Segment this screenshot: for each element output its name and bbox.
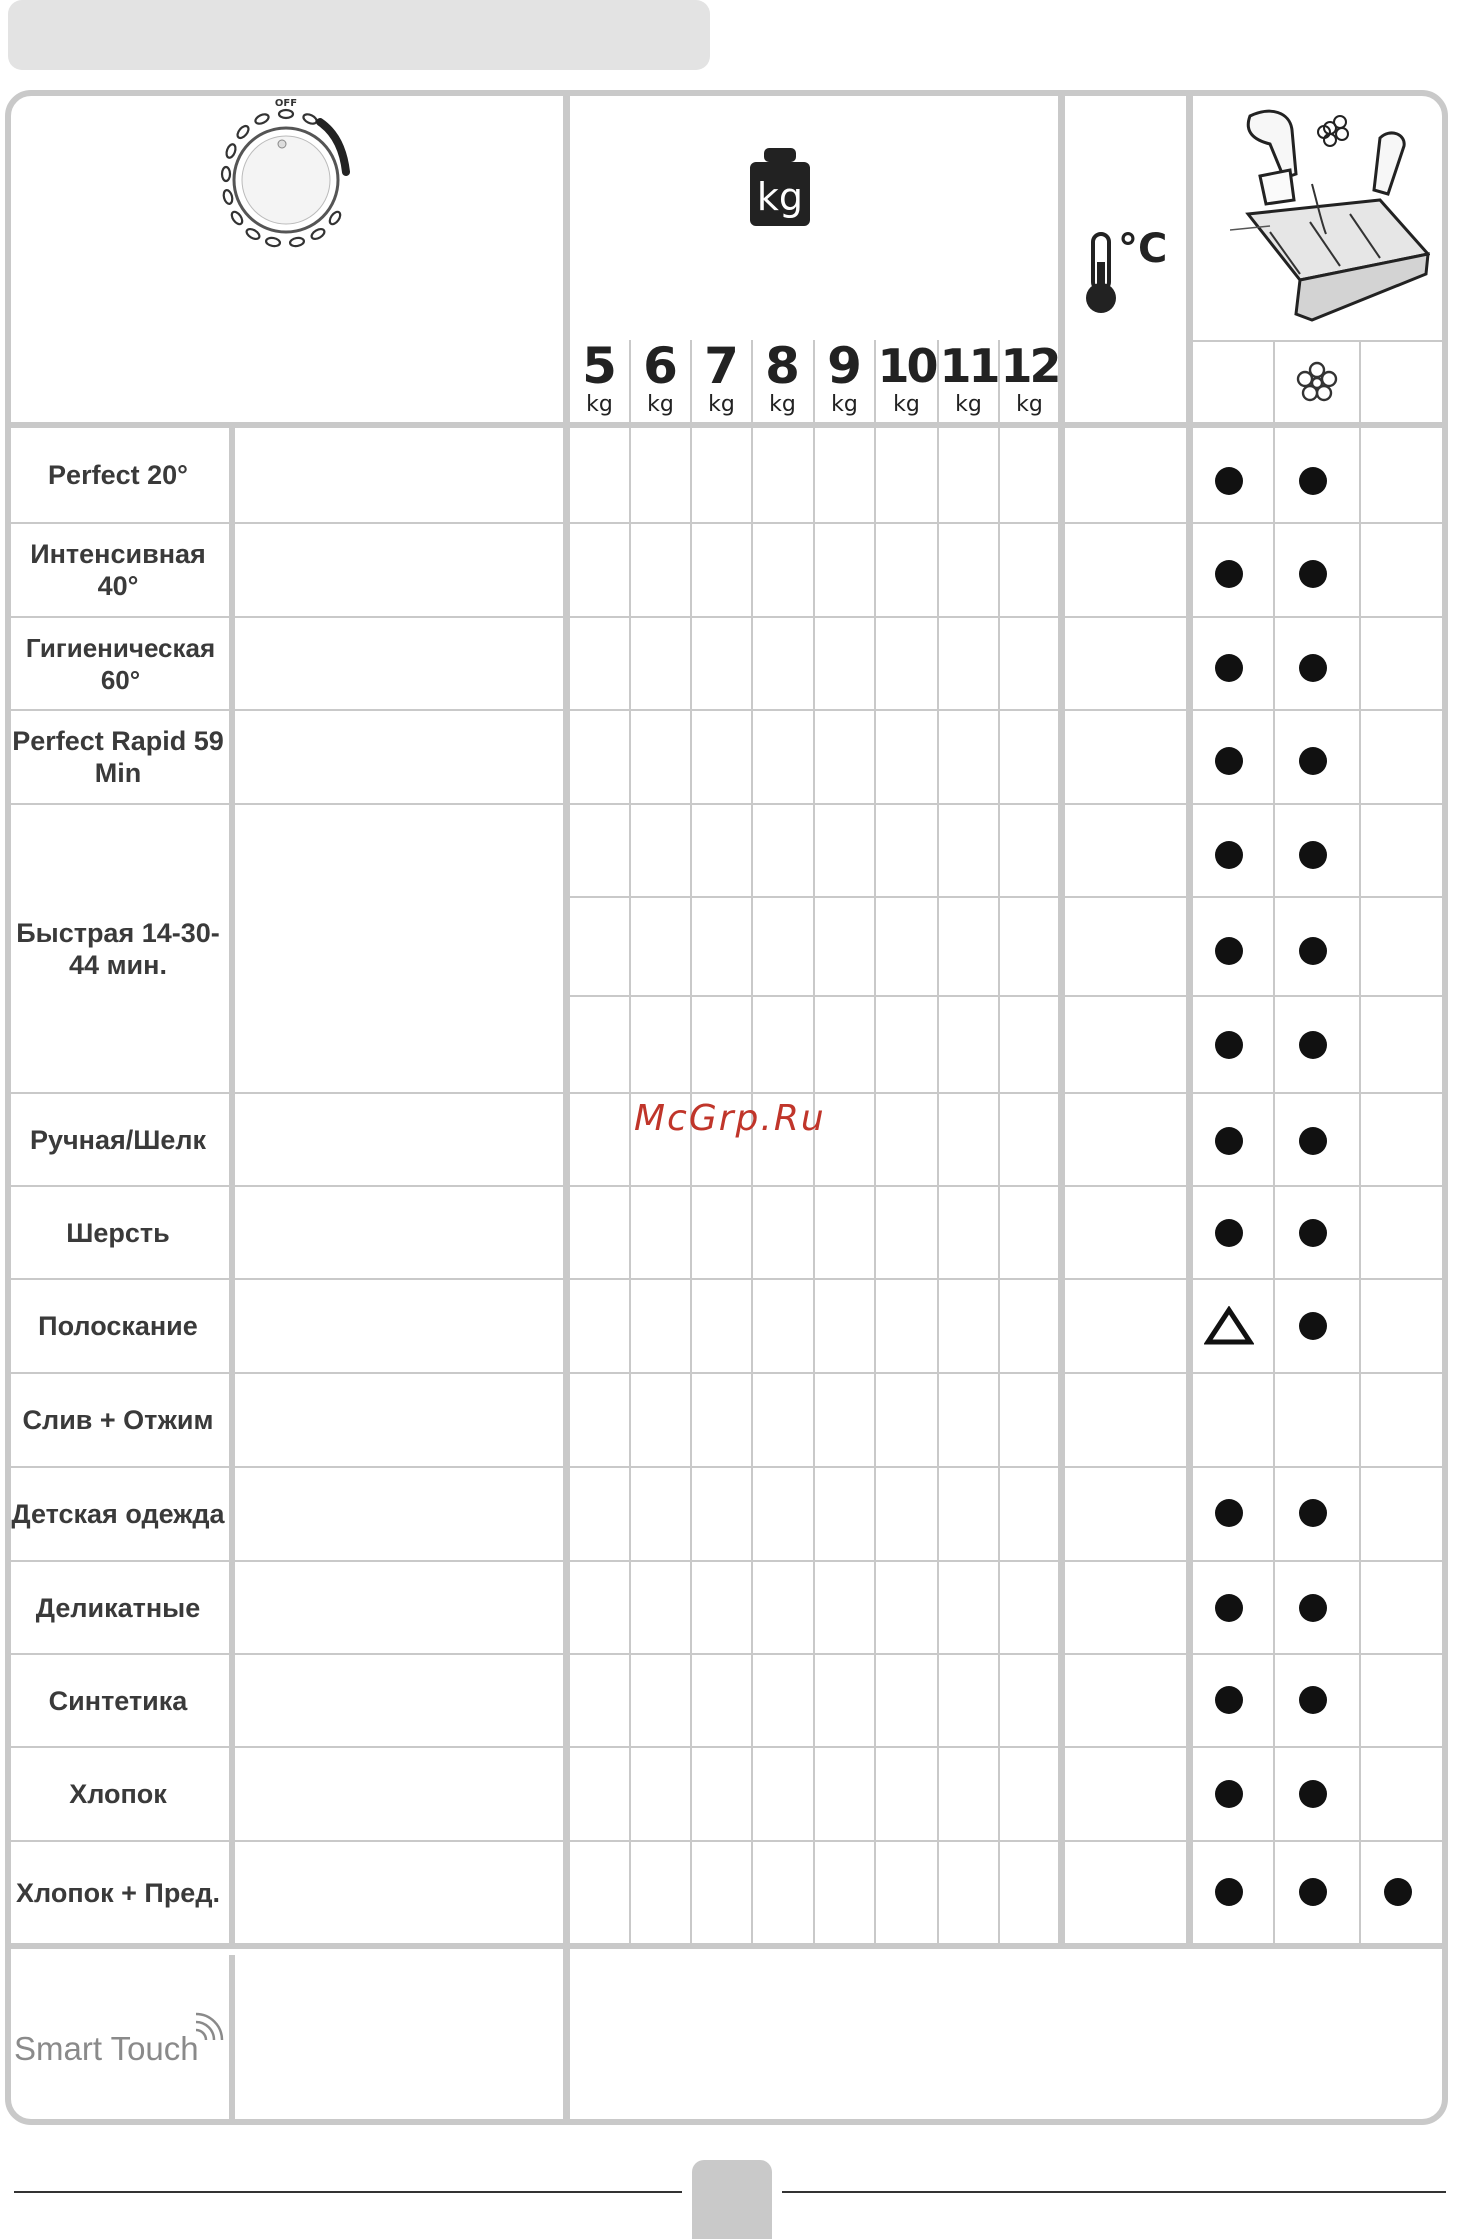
mark-dot xyxy=(1299,1499,1327,1527)
capacity-unit: kg xyxy=(893,392,920,417)
mark-dot xyxy=(1299,560,1327,588)
grid-line xyxy=(229,1955,235,2119)
program-label: Perfect 20° xyxy=(48,460,188,490)
mark-dot xyxy=(1299,747,1327,775)
weight-kg-icon xyxy=(746,146,814,230)
grid-line xyxy=(751,340,753,1948)
capacity-unit: kg xyxy=(1016,392,1043,417)
mark-dot xyxy=(1215,1594,1243,1622)
mark-dot xyxy=(1299,1312,1327,1340)
program-dial-icon xyxy=(212,92,360,252)
capacity-number: 8 xyxy=(765,337,800,395)
mark-dot xyxy=(1299,937,1327,965)
mark-dot xyxy=(1299,1594,1327,1622)
capacity-number: 9 xyxy=(827,337,862,395)
footer-rule-left xyxy=(14,2191,682,2193)
mark-dot xyxy=(1215,1127,1243,1155)
capacity-unit: kg xyxy=(586,392,613,417)
mark-dot xyxy=(1215,937,1243,965)
mark-dot xyxy=(1215,747,1243,775)
grid-line xyxy=(570,896,1443,898)
program-label: Хлопок + Пред. xyxy=(16,1877,220,1908)
mark-dot xyxy=(1215,654,1243,682)
softener-flower-icon xyxy=(1294,360,1340,406)
grid-line xyxy=(874,340,876,1948)
program-label: Синтетика xyxy=(48,1685,188,1716)
mark-dot xyxy=(1215,1499,1243,1527)
mark-dot xyxy=(1299,841,1327,869)
capacity-unit: kg xyxy=(955,392,982,417)
program-label: Хлопок xyxy=(69,1779,167,1809)
mark-dot xyxy=(1215,560,1243,588)
detergent-drawer-icon xyxy=(1230,104,1430,328)
capacity-number: 5 xyxy=(582,337,617,395)
grid-line xyxy=(690,340,692,1948)
page-number-tab xyxy=(692,2160,772,2239)
footer-rule-right xyxy=(782,2191,1446,2193)
wireless-waves-icon xyxy=(192,2010,228,2046)
mark-dot xyxy=(1384,1878,1412,1906)
mark-dot xyxy=(1299,467,1327,495)
mark-dot xyxy=(1299,1686,1327,1714)
watermark-text: McGrp.Ru xyxy=(634,1098,826,1139)
mark-triangle xyxy=(1204,1306,1254,1346)
grid-line xyxy=(629,340,631,1948)
capacity-unit: kg xyxy=(831,392,858,417)
weight-kg-label: kg xyxy=(756,175,804,219)
program-label: Perfect Rapid 59 Min xyxy=(12,726,224,788)
capacity-number: 10 xyxy=(877,339,936,393)
program-label: Интенсивная 40° xyxy=(30,539,206,601)
mark-dot xyxy=(1299,1031,1327,1059)
mark-dot xyxy=(1299,654,1327,682)
mark-dot xyxy=(1215,841,1243,869)
grid-line xyxy=(1186,96,1193,1948)
program-label: Шерсть xyxy=(66,1217,170,1248)
mark-dot xyxy=(1215,1780,1243,1808)
program-label: Ручная/Шелк xyxy=(29,1124,207,1155)
capacity-number: 12 xyxy=(1000,339,1059,393)
mark-dot xyxy=(1215,1219,1243,1247)
grid-line xyxy=(937,340,939,1948)
grid-line xyxy=(813,340,815,1948)
program-label: Деликатные xyxy=(35,1592,201,1623)
grid-line xyxy=(1273,342,1275,1948)
capacity-unit: kg xyxy=(708,392,735,417)
program-label: Слив + Отжим xyxy=(22,1405,214,1435)
program-label: Быстрая 14-30-44 мин. xyxy=(16,917,220,980)
capacity-number: 6 xyxy=(643,337,678,395)
temperature-unit: °C xyxy=(1118,226,1168,272)
grid-line xyxy=(1193,340,1443,342)
mark-dot xyxy=(1299,1780,1327,1808)
program-label: Гигиеническая 60° xyxy=(25,632,216,695)
smart-touch-label: Smart Touch xyxy=(14,2030,199,2067)
program-label: Детская одежда xyxy=(11,1499,225,1529)
grid-line xyxy=(11,1943,1443,1949)
program-label: Полоскание xyxy=(38,1311,198,1341)
capacity-number: 7 xyxy=(704,337,739,395)
mark-dot xyxy=(1215,1031,1243,1059)
mark-dot xyxy=(1299,1219,1327,1247)
mark-dot xyxy=(1299,1878,1327,1906)
mark-dot xyxy=(1215,467,1243,495)
capacity-number: 11 xyxy=(939,339,998,393)
capacity-unit: kg xyxy=(769,392,796,417)
grid-line xyxy=(998,340,1000,1948)
header-bar xyxy=(8,0,710,70)
mark-dot xyxy=(1215,1878,1243,1906)
grid-line xyxy=(1359,342,1361,1948)
grid-line xyxy=(570,995,1443,997)
dial-off-label: OFF xyxy=(274,98,298,109)
capacity-unit: kg xyxy=(647,392,674,417)
mark-dot xyxy=(1215,1686,1243,1714)
mark-dot xyxy=(1299,1127,1327,1155)
